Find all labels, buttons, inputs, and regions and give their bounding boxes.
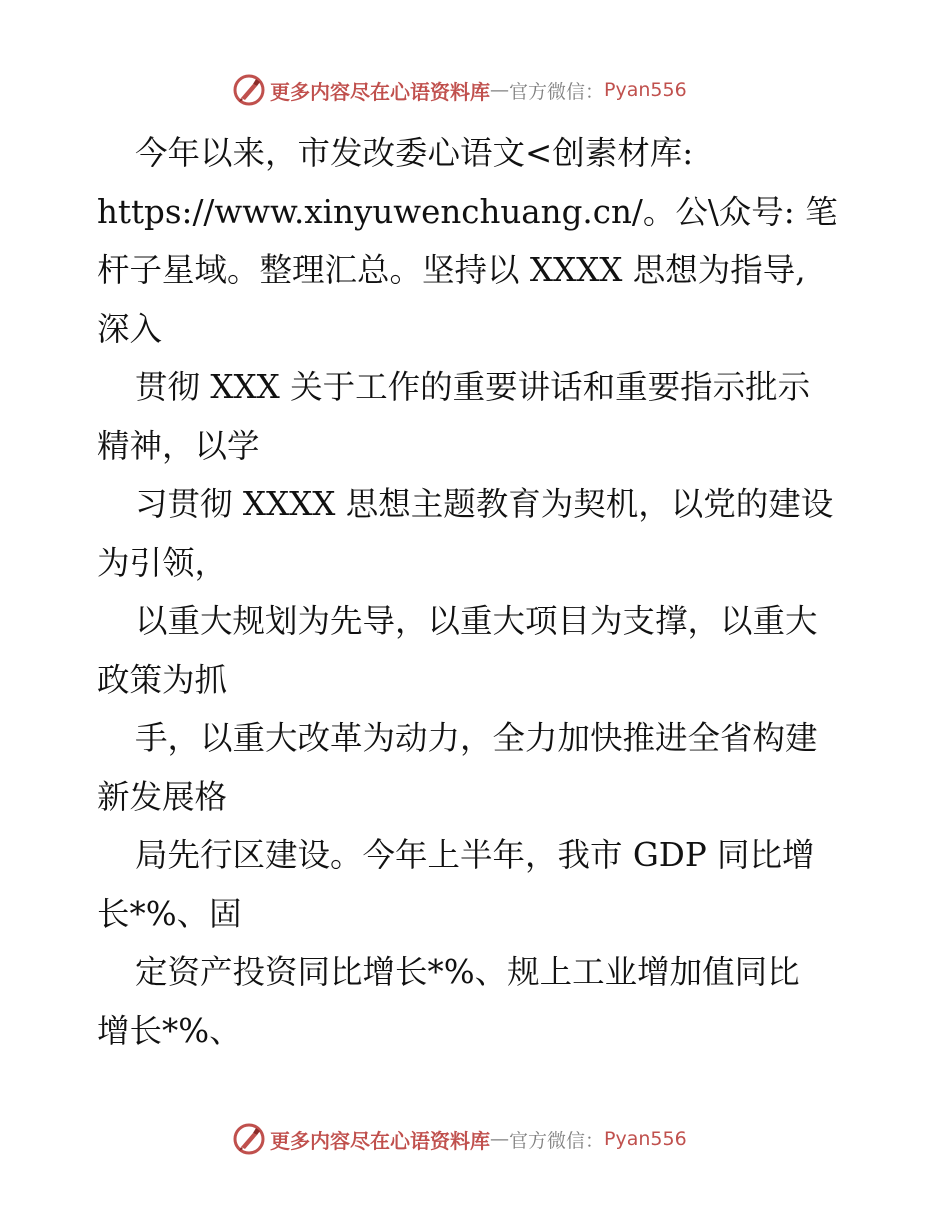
footer-separator: —: [490, 1128, 509, 1150]
body-line-10: 政策为抓: [97, 660, 228, 699]
body-line-15: 定资产投资同比增长*%、规上工业增加值同比: [135, 953, 800, 991]
header-wechat-label: 官方微信：: [509, 80, 605, 103]
pen-logo-icon: [232, 73, 266, 107]
document-body: [97, 124, 857, 1060]
body-line-9: 以重大规划为先导，以重大项目为支撑，以重大: [135, 602, 818, 640]
header-separator: —: [490, 79, 509, 101]
body-line-11: 手，以重大改革为动力，全力加快推进全省构建: [135, 719, 818, 757]
footer-wechat-id: Pyan556: [604, 1128, 687, 1150]
footer-wechat-label: 官方微信：: [509, 1129, 605, 1152]
body-line-1: 今年以来，市发改委心语文<创素材库:: [135, 134, 694, 172]
header-banner: [232, 70, 687, 110]
pen-logo-icon: [232, 1122, 266, 1156]
body-line-12: 新发展格: [97, 777, 228, 816]
header-wechat-id: Pyan556: [604, 79, 687, 101]
body-line-7: 习贯彻 XXXX 思想主题教育为契机，以党的建设: [135, 485, 834, 523]
footer-banner: [232, 1119, 687, 1159]
body-line-3: 杆子星域。整理汇总。坚持以 XXXX 思想为指导,: [97, 251, 806, 289]
body-line-13: 局先行区建设。今年上半年，我市 GDP 同比增: [135, 836, 815, 874]
body-line-14: 长*%、固: [97, 894, 242, 933]
body-line-8: 为引领，: [97, 543, 228, 582]
body-line-6: 精神，以学: [97, 426, 260, 465]
body-line-16: 增长*%、: [97, 1011, 242, 1050]
body-line-4: 深入: [97, 309, 163, 348]
body-line-2: https://www.xinyuwenchuang.cn/。公\众号: 笔: [97, 192, 838, 231]
footer-promo-text: 更多内容尽在心语资料库: [270, 1128, 490, 1153]
body-line-5: 贯彻 XXX 关于工作的重要讲话和重要指示批示: [135, 368, 811, 406]
header-promo-text: 更多内容尽在心语资料库: [270, 79, 490, 104]
